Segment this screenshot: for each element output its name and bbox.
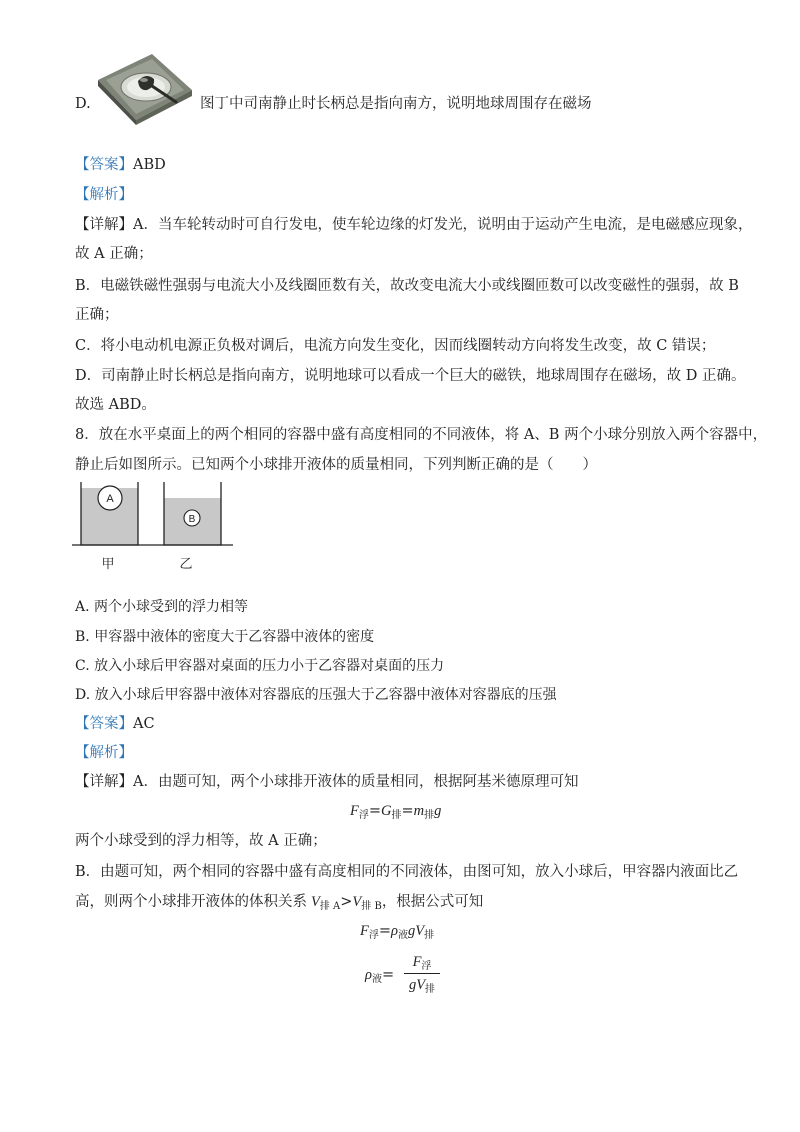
containers-figure [70, 478, 235, 574]
formula-symbol: g [407, 923, 416, 939]
fraction-bar [404, 973, 440, 974]
formula-subscript: 排 A [319, 901, 341, 912]
formula-density-lhs [365, 965, 394, 990]
detail-line-b2: 正确； [75, 307, 119, 323]
detail-line-1 [75, 215, 752, 235]
q8-option-a: A. 两个小球受到的浮力相等 [75, 599, 249, 615]
formula-subscript: 浮 [368, 930, 379, 941]
detail-label: 【详解】 [75, 774, 133, 790]
formula-buoyancy-1 [350, 801, 441, 826]
detail-line-2: 故 A 正确； [75, 246, 153, 262]
q8-detail-b1: B．由题可知，两个相同的容器中盛有高度相同的不同液体，由图可知，放入小球后，甲容器内液面比乙 [75, 864, 739, 880]
formula-symbol: V [416, 977, 426, 993]
q8-stem-line-1: 8．放在水平桌面上的两个相同的容器中盛有高度相同的不同液体，将 A、B 两个小球分别放入两个容器中， [75, 427, 768, 443]
formula-symbol: F [360, 923, 369, 939]
q8-option-c: C. 放入小球后甲容器对桌面的压力小于乙容器对桌面的压力 [75, 658, 445, 674]
detail-text: ，根据公式可知 [381, 894, 484, 910]
formula-subscript: 排 [391, 810, 402, 821]
formula-operator: > [340, 894, 353, 910]
formula-subscript: 浮 [421, 961, 432, 972]
formula-symbol: g [434, 803, 442, 819]
detail-text: 高，则两个小球排开液体的体积关系 [75, 894, 307, 910]
ball-b-label: B [188, 514, 196, 525]
formula-subscript: 液 [371, 974, 382, 985]
formula-symbol: G [381, 803, 392, 819]
label-yi: 乙 [179, 557, 193, 572]
formula-symbol: m [413, 803, 425, 819]
formula-subscript: 排 [425, 984, 436, 995]
formula-symbol: F [350, 803, 359, 819]
sinan-compass-image [94, 50, 194, 125]
detail-line-c: C．将小电动机电源正负极对调后，电流方向发生变化，因而线圈转动方向将发生改变，故 C 错误； [75, 338, 716, 354]
choose-line: 故选 ABD。 [75, 397, 156, 413]
answer-line-q8 [75, 714, 155, 734]
formula-buoyancy-2 [360, 921, 434, 946]
detail-line-d: D．司南静止时长柄总是指向南方，说明地球可以看成一个巨大的磁铁，地球周围存在磁场，故 D 正确。 [75, 368, 746, 384]
q8-detail-b2 [75, 892, 483, 917]
formula-symbol: V [415, 923, 425, 939]
formula-subscript: 排 [424, 810, 435, 821]
q8-option-b: B. 甲容器中液体的密度大于乙容器中液体的密度 [75, 629, 375, 645]
formula-subscript: 液 [397, 930, 408, 941]
formula-symbol: V [352, 894, 362, 910]
answer-label: 【答案】 [75, 157, 133, 173]
q8-stem-line-2: 静止后如图所示。已知两个小球排开液体的质量相同，下列判断正确的是（ ） [75, 457, 597, 473]
answer-value: AC [133, 716, 155, 732]
q8-detail-a [75, 772, 578, 792]
formula-symbol: ρ [391, 923, 398, 939]
formula-denominator [403, 975, 441, 1000]
formula-symbol: ρ [365, 967, 372, 983]
detail-label: 【详解】 [75, 217, 133, 233]
formula-operator: = [381, 967, 395, 983]
answer-line-q7 [75, 155, 166, 175]
detail-line-b1: B．电磁铁磁性强弱与电流大小及线圈匝数有关，故改变电流大小或线圈匝数可以改变磁性的强弱，故 B [75, 278, 739, 294]
formula-subscript: 浮 [358, 810, 369, 821]
formula-operator: = [368, 803, 382, 819]
formula-operator: = [378, 923, 392, 939]
formula-density [365, 950, 445, 998]
label-jia: 甲 [101, 557, 115, 572]
formula-symbol: V [311, 894, 320, 910]
formula-symbol: F [412, 954, 422, 970]
ball-a-label: A [106, 493, 114, 505]
analysis-label: 【解析】 [75, 745, 133, 761]
formula-subscript: 排 B [361, 901, 382, 912]
detail-text-a: A．当车轮转动时可自行发电，使车轮边缘的灯发光，说明由于运动产生电流，是电磁感应现象， [133, 217, 753, 233]
q8-option-d: D. 放入小球后甲容器中液体对容器底的压强大于乙容器中液体对容器底的压强 [75, 687, 557, 703]
option-d-letter: D. [75, 96, 91, 112]
analysis-label: 【解析】 [75, 187, 133, 203]
q8-after-formula-1: 两个小球受到的浮力相等，故 A 正确； [75, 833, 327, 849]
formula-operator: = [401, 803, 414, 819]
formula-subscript: 排 [424, 930, 435, 941]
answer-value: ABD [133, 157, 166, 173]
option-d-text: 图丁中司南静止时长柄总是指向南方，说明地球周围存在磁场 [200, 96, 592, 112]
formula-symbol: g [408, 977, 417, 993]
answer-label: 【答案】 [75, 716, 133, 732]
detail-text-a: A．由题可知，两个小球排开液体的质量相同，根据阿基米德原理可知 [133, 774, 579, 790]
